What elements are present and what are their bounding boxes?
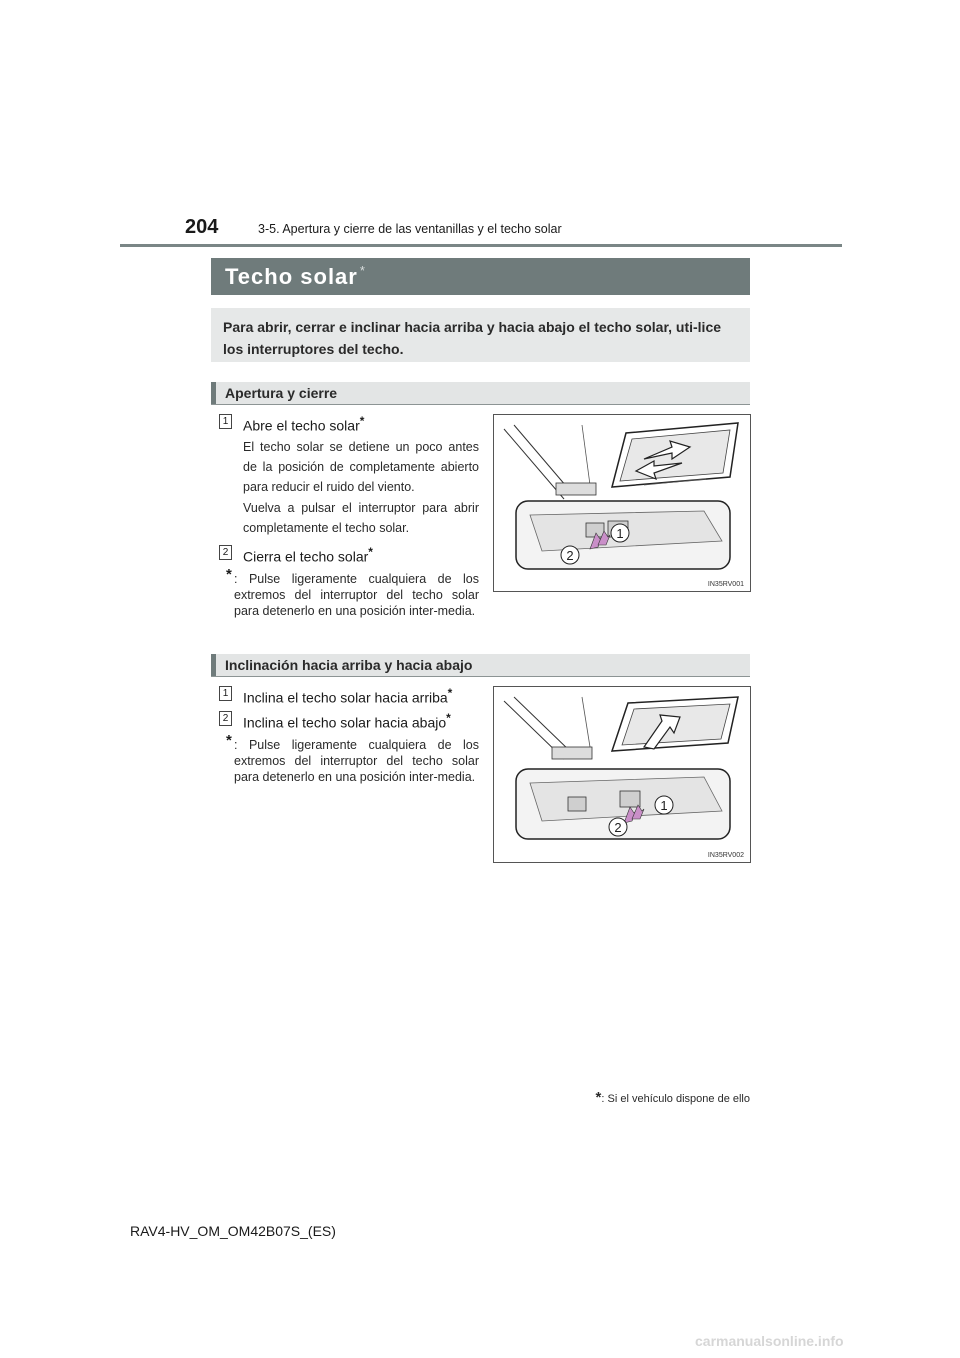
callout-2: 2 (566, 548, 574, 563)
item-abre (243, 414, 364, 434)
subheading-inclinacion-text: Inclinación hacia arriba y hacia abajo (225, 657, 473, 673)
item-inclina-abajo (243, 711, 451, 731)
item-cierra-star: * (368, 545, 373, 559)
note-star: * (226, 732, 232, 749)
illustration-code: IN35RV002 (707, 852, 744, 859)
illustration-code: IN35RV001 (707, 581, 744, 588)
step-number-2: 2 (219, 711, 232, 726)
para-press-again: Vuelva a pulsar el interruptor para abrir completamente el techo solar. (243, 501, 479, 535)
item-abre-star: * (359, 414, 365, 428)
para-stop-info: El techo solar se detiene un poco antes de la posición de completamente abierto para reducir el ruido del viento. (243, 440, 479, 494)
page-number: 204 (185, 216, 219, 238)
page-title-bar (211, 258, 750, 295)
subheading-accent (211, 654, 216, 676)
watermark: carmanualsonline.info (695, 1333, 844, 1349)
page-title-text: Techo solar (225, 264, 358, 289)
illustration-tilt (493, 686, 751, 863)
note-star: * (226, 566, 232, 583)
step-number-1: 1 (219, 414, 232, 429)
item-cierra-text: Cierra el techo solar (243, 548, 369, 565)
callout-2: 2 (614, 820, 622, 835)
page-title (225, 263, 366, 290)
title-marker: * (359, 263, 366, 278)
illustration-open-close (493, 414, 751, 592)
subheading-inclinacion (211, 654, 750, 677)
step-number-2: 2 (219, 545, 232, 560)
item-inclina-arriba-text: Inclina el techo solar hacia arriba (243, 689, 448, 706)
header-rule (120, 244, 842, 247)
item-inclina-arriba (243, 686, 452, 706)
footer-doc-code: RAV4-HV_OM_OM42B07S_(ES) (130, 1223, 336, 1239)
subheading-accent (211, 382, 216, 404)
footnote-text: : Si el vehículo dispone de ello (601, 1093, 750, 1105)
intro-text: Para abrir, cerrar e inclinar hacia arriba y hacia abajo el techo solar, uti-lice los interruptores del techo. (223, 319, 722, 357)
sunroof-open-close-drawing (494, 415, 750, 591)
footnote (560, 1089, 750, 1106)
item-inclina-abajo-text: Inclina el techo solar hacia abajo (243, 714, 447, 731)
sunroof-tilt-drawing (494, 687, 750, 862)
subheading-apertura (211, 382, 750, 405)
footnote-star: * (595, 1089, 602, 1106)
callout-1: 1 (616, 526, 624, 541)
note-text: : Pulse ligeramente cualquiera de los extremos del interruptor del techo solar para detenerlo en una posición inter-media. (234, 572, 479, 618)
callout-1: 1 (660, 798, 668, 813)
note-text: : Pulse ligeramente cualquiera de los extremos del interruptor del techo solar para detenerlo en una posición inter-media. (234, 738, 479, 784)
intro-box (211, 308, 750, 362)
item-inclina-arriba-star: * (447, 686, 453, 700)
item-abre-text: Abre el techo solar (243, 417, 360, 434)
subheading-apertura-text: Apertura y cierre (225, 385, 338, 401)
item-inclina-abajo-star: * (446, 711, 451, 725)
section-title: 3-5. Apertura y cierre de las ventanillas y el techo solar (258, 222, 562, 236)
step-number-1: 1 (219, 686, 232, 701)
item-cierra (243, 545, 373, 565)
